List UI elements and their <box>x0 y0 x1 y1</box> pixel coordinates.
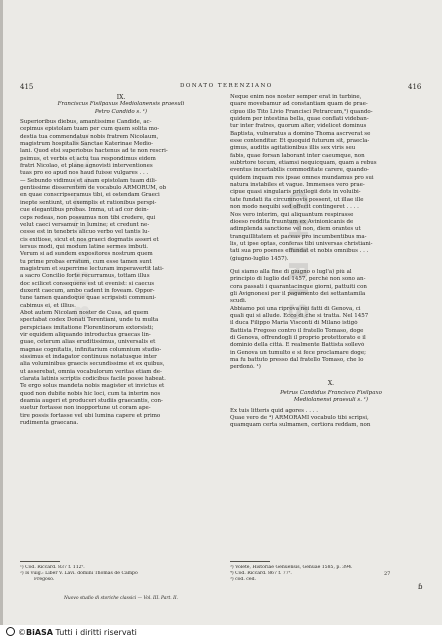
text-line: inepte sentiunt, ut exemplis et rationibus perspi- <box>20 199 157 206</box>
text-line: cepimus epistolam tuam per cum quem solita mo- <box>20 126 160 133</box>
text-line: clarata latinis scriptis codicibus facile posse habeat. <box>20 376 166 383</box>
text-line: tati sua pro poenes effundat et nobis omnibus . . . <box>230 248 369 255</box>
series-line: Nuovo studio di storiche classici — Vol. III. Part. II. <box>64 596 178 601</box>
text-line: iersus modi, qui modum latine sermes imbuti. <box>20 243 149 250</box>
footnote: ⁴) Cod. Riccard. 867 f. 77ᵛ. <box>230 571 292 576</box>
binding-shadow <box>0 0 3 640</box>
text-line: cesse est in tenebris alicuo verbo vel tantis lu- <box>20 229 150 236</box>
text-line: duxerit caecum, ambo cadent in foveam. Oppor- <box>20 287 155 294</box>
left-column <box>20 94 222 427</box>
commentary-italian <box>230 269 432 372</box>
copyright-notice <box>6 625 137 640</box>
text-line: scudi. <box>230 298 247 305</box>
text-line: cipue quasi singularis privilegii dots in voluibi- <box>230 189 361 196</box>
text-line: Abbiamo poi una riprova nei fatti di Genova, ci <box>230 305 361 312</box>
text-line: Battista Fregoso contro il fratello Tomaso, doge <box>230 327 364 334</box>
text-line: tune tamen quandoque quae scripsisti communi- <box>20 295 157 302</box>
footer-bar <box>0 625 442 640</box>
text-line: guae, ceterum alias eruditissimus, universalis et <box>20 339 156 346</box>
text-line: tuas pro eo apud nos haud fuisse vulgares . . . <box>20 170 149 177</box>
text-line: tur inter fratres, quorum alter, videlicet dominus <box>230 123 367 130</box>
footnote: ¹) Cod. Riccard. 837 f. 112ᵛ. <box>20 565 85 570</box>
text-line: tire possis fortasse vel ubi lumina capere et primo <box>20 412 161 419</box>
text-line: gli Avignonesi per il pagamento dei settantamila <box>230 290 366 297</box>
text-line: perspiciaes imitatione Florentinorum extorsisti; <box>20 324 154 331</box>
text-line: cipuo illo Tito Livio Francisci Petrarcum,³) quando- <box>230 108 373 115</box>
footnote-rule-left <box>20 561 60 562</box>
text-line: gimus, auditis agitationibus illis sex viris seu <box>230 145 356 152</box>
text-line: Superioribus diebus, amantissime Candide, ac- <box>20 119 152 126</box>
text-line: Te ergo solus mandeta nobis magister et invictus et <box>20 383 165 390</box>
text-line: natura instabiles et vague. Immenses vero prae- <box>230 182 365 189</box>
text-line: adimplenda sanctione vel non, diem orantes ut <box>230 226 361 233</box>
footnotes-left <box>20 565 222 583</box>
text-line: Qui siamo alla fine di giugno o lugl'a) più al <box>230 268 352 275</box>
letter-heading-x-line2: Mediolanensi praesuli s. ¹) <box>293 397 369 404</box>
text-line: subtrtore tecum, etiamsi nequicquam, quam a rebus <box>230 160 377 167</box>
text-line: cis exitiose, sicut et nos graeci dogmatis asseri et <box>20 236 159 243</box>
text-line: Verum si ad sundem expositores nostrum quem <box>20 251 153 258</box>
letter-body-ix <box>20 119 222 427</box>
text-line: alia voluminibus graecis secundissime et ex quibus, <box>20 361 165 368</box>
running-head: DONATO TERENZIANO <box>180 83 273 89</box>
text-line: tate fundati ita circumnovis possent, ut illae ille <box>230 196 364 203</box>
text-line: il duca Filippo Maria Visconti di Milano istigò <box>230 320 358 327</box>
text-line: cora passati i quarantacinque giorni, pattuiti con <box>230 283 367 290</box>
text-line: en quae conscripseramus tibi, ei ostendam Graeci <box>20 192 160 199</box>
text-line: a sacro Concilio forte recurramus, tottam illus <box>20 273 150 280</box>
text-line: Quae vero de ⁴) ARMORAMI vocabulo tibi scripsi, <box>230 415 369 422</box>
text-line: di Genova, offrendogli il proprio protettorato e il <box>230 335 366 341</box>
text-line: quod non dubite nobis hic loci, cum ta interim nos <box>20 390 161 397</box>
text-line: Nos vero interim, qui aliquantum respirasse <box>230 211 354 218</box>
footnotes-right <box>230 565 380 583</box>
text-line: lani. Quod etsi superiobus hactenus ad te non rescri- <box>20 148 168 155</box>
text-line: tu prime probas erratum, cum esse tamen sunt <box>20 258 152 265</box>
brand-name: BiASA <box>26 628 53 637</box>
section-number-x: X. <box>327 379 335 387</box>
footnote: ²) Is vuig.: Liber V. Lavi. domini Thomas de Campo <box>20 571 138 576</box>
letter-heading-ix-line2: Petro Candido s. ¹) <box>94 108 148 115</box>
brand-text: Tutti i diritti riservati <box>52 628 137 637</box>
page-number-right: 416 <box>408 83 422 91</box>
text-line: quali qui si allude. Ecco di che si tratta. Nel 1457 <box>230 312 369 319</box>
text-line: cue elegantibus probas. Imma, ut ad cor dein- <box>20 207 149 214</box>
text-line: doc scilicet consequens est ut evenist: si caecus <box>20 280 155 287</box>
letter-body-ix-continued <box>230 94 432 263</box>
text-line: sissimus et indagator continuus notatusque inter <box>20 354 157 361</box>
brand-prefix: © <box>18 628 26 637</box>
watermark-main: GHIRIS <box>282 190 312 328</box>
text-line: eventus incertabilis commoditate carere, quando- <box>230 167 369 174</box>
text-line: magnae cognitatis, infinitarium columnium studio- <box>20 346 162 353</box>
text-line: Abot autem Nicolam noster de Cusa, ad quem <box>20 309 149 316</box>
watermark-side: BIBLIOTECA <box>70 127 94 320</box>
text-line: quidem per intestina bella, quae conflati videban- <box>230 116 369 123</box>
text-line: non modo nequibi sed offecit contingeret . . . . <box>230 204 359 211</box>
biasa-logo-icon <box>6 627 15 636</box>
text-line: in Genova un tumulto e si fece proclamare doge; <box>230 349 366 356</box>
text-line: quidem inquam res ipsae omnes mundamus pro sui <box>230 174 374 181</box>
text-line: deamia augeri et produceri studiis graecantis, con- <box>20 398 163 405</box>
text-line: magistrum hospitalis Sanctae Katerinae Medio- <box>20 141 154 148</box>
footnote: ³) Volete, Historiae Genuensis, Genuae 1585, p. 394. <box>230 565 353 570</box>
text-line: vir equidem aliquando introductus graecas lin- <box>20 332 151 338</box>
right-column <box>230 94 432 430</box>
text-line: psimus, et verbis et actu tua respondimus eidem <box>20 155 156 162</box>
text-line: fratri Nicolao, et plane agnovisti interventiones <box>20 163 153 170</box>
text-line: principio di luglio del 1457, perchè non sono an- <box>230 276 366 283</box>
text-line: (giugno-luglio 1457). <box>230 255 289 262</box>
text-line: ma fu battuto presso dal fratello Tomaso, che lo <box>230 357 364 364</box>
text-line: cabimus ei, et illius. <box>20 302 76 309</box>
text-line: esse contenditur. Et quoquid futurum sit, praecla- <box>230 138 370 145</box>
text-line: spectabat codex Donati Terentiani, unde tu multa <box>20 317 159 324</box>
text-line: Ex tuis litteris quid agores . . . . <box>230 407 318 414</box>
letter-body-x <box>230 408 432 430</box>
text-line: velut caeci versamur in lumine; et credunt ne- <box>20 221 150 228</box>
letter-heading-x: Petrus Candidus Francisco Fisilpaxo <box>280 390 382 397</box>
page-number-left: 415 <box>20 83 34 91</box>
footnote-rule-right <box>230 561 270 562</box>
corner-mark: ɓ <box>418 583 423 591</box>
text-line: — Sebundo vidimus et anam epistolam tuam dili- <box>20 177 157 184</box>
text-line: dominio della città. E realmente Battista sollevò <box>230 342 365 349</box>
footnote: ³) cod. ced. <box>230 577 256 582</box>
text-line: ut asserebat, omnia vocabulorum veritas etiam de- <box>20 368 162 375</box>
text-line: fabis, quae forsan laborant inter caeumque, non <box>230 152 365 159</box>
section-number-ix: IX. <box>116 94 126 101</box>
text-line: Neque enim nos noster semper erat in turbine, <box>230 94 362 100</box>
text-line: ceps redeas, non possumus non tibi credere, qui <box>20 214 156 221</box>
text-line: perdonò. ¹) <box>230 364 261 371</box>
text-line: quare movebamur ad constantiam quam de prae- <box>230 101 368 108</box>
corner-number: 27 <box>384 571 391 577</box>
text-line: magistrum et superrime lecturam imperavertit lati- <box>20 265 164 272</box>
text-line: tranquillitatem et paceas pro incumbentibus ma- <box>230 233 367 240</box>
text-line: gentissime disserentem de vocabulo ARMORUM, ob <box>20 185 167 192</box>
text-line: dioeso reddita fruuntum ex Avinionicanis de <box>230 218 354 225</box>
text-line: Baptista, vulneratus a domino Thoma ascrverat se <box>230 130 371 137</box>
text-line: suetur fortasse non inopportune ut coram ape- <box>20 405 151 412</box>
letter-heading-ix: Franciscus Fisilpaxus Mediolanensis praesuli <box>57 101 185 108</box>
text-line: quamquam certa sulmamen, certiora reddam, non <box>230 422 371 429</box>
text-line: lis, ut ipse optas, conferas tibi universas christiani- <box>230 240 373 247</box>
text-line: destia tua commendatus nobis fratrem Nicolaum, <box>20 133 159 140</box>
footnote: Fregoso. <box>34 577 55 582</box>
text-line: rudimenta graecana. <box>20 420 79 427</box>
